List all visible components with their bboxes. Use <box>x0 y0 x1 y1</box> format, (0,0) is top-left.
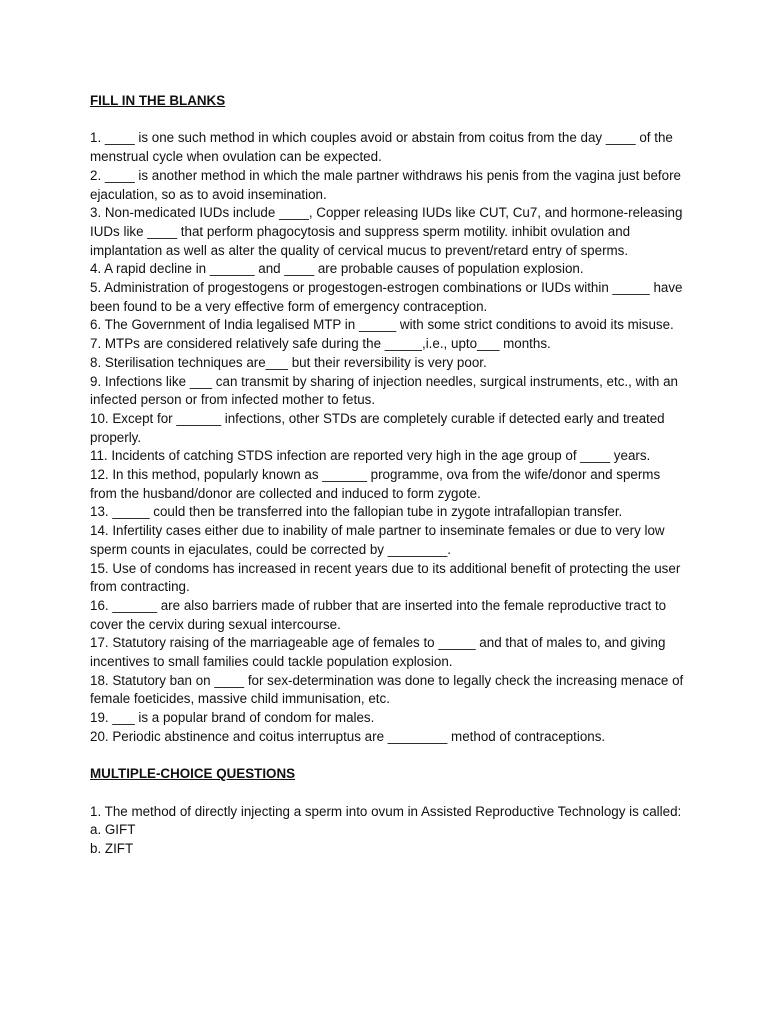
fill-blank-item-8: 8. Sterilisation techniques are___ but their reversibility is very poor. <box>90 354 487 370</box>
mcq-option-b: b. ZIFT <box>90 841 134 857</box>
mcq-question-1 <box>90 803 690 859</box>
fill-blank-item-15: 15. Use of condoms has increased in recent years due to its additional benefit of protecting the user from contracting. <box>90 560 681 595</box>
fill-blanks-heading: FILL IN THE BLANKS <box>90 93 226 108</box>
spacer <box>90 111 690 130</box>
fill-blank-item-12: 12. In this method, popularly known as ______ programme, ova from the wife/donor and sperms from the husband/donor are collected and induced to form zygote. <box>90 467 661 501</box>
spacer <box>90 747 690 766</box>
fill-blank-item-11: 11. Incidents of catching STDS infection are reported very high in the age group of ____ years. <box>90 448 651 464</box>
fill-blank-item-3: 3. Non-medicated IUDs include ____, Copper releasing IUDs like CUT, Cu7, and hormone-releasing IUDs like ____ that perform phagocytosis and suppress sperm motility. inhibit ovulation and implantation as well as alter the quality of cervical mucus to prevent/retard entry of sperms. <box>90 205 683 258</box>
fill-blank-item-2: 2. ____ is another method in which the male partner withdraws his penis from the vagina just before ejaculation, so as to avoid insemination. <box>90 167 681 202</box>
fill-blank-item-16: 16. ______ are also barriers made of rubber that are inserted into the female reproductive tract to cover the cervix during sexual intercourse. <box>90 597 667 632</box>
document-page <box>90 92 690 859</box>
fill-blank-item-10: 10. Except for ______ infections, other STDs are completely curable if detected early and treated properly. <box>90 410 665 445</box>
fill-blank-item-4: 4. A rapid decline in ______ and ____ are probable causes of population explosion. <box>90 261 584 277</box>
fill-blank-item-17: 17. Statutory raising of the marriageable age of females to _____ and that of males to, and giving incentives to small families could tackle population explosion. <box>90 635 666 670</box>
fill-blank-item-9: 9. Infections like ___ can transmit by sharing of injection needles, surgical instruments, etc., with an infected person or from infected mother to fetus. <box>90 373 678 408</box>
mcq-option-a: a. GIFT <box>90 822 136 838</box>
fill-blank-item-13: 13. _____ could then be transferred into the fallopian tube in zygote intrafallopian transfer. <box>90 504 623 520</box>
fill-blank-item-5: 5. Administration of progestogens or progestogen-estrogen combinations or IUDs within _____ have been found to be a very effective form of emergency contraception. <box>90 280 683 314</box>
fill-blank-item-19: 19. ___ is a popular brand of condom for males. <box>90 710 375 726</box>
fill-blank-item-20: 20. Periodic abstinence and coitus interruptus are ________ method of contraceptions. <box>90 728 606 744</box>
fill-blank-item-14: 14. Infertility cases either due to inability of male partner to inseminate females or due to very low sperm counts in ejaculates, could be corrected by ________. <box>90 523 665 557</box>
fill-blank-item-1: 1. ____ is one such method in which couples avoid or abstain from coitus from the day ____ of the menstrual cycle when ovulation can be expected. <box>90 130 673 165</box>
fill-blank-item-18: 18. Statutory ban on ____ for sex-determination was done to legally check the increasing menace of female foeticides, massive child immunisation, etc. <box>90 672 684 707</box>
mcq-heading: MULTIPLE-CHOICE QUESTIONS <box>90 766 296 782</box>
mcq-question-text: 1. The method of directly injecting a sperm into ovum in Assisted Reproductive Technology is called: <box>90 803 682 819</box>
spacer <box>90 784 690 803</box>
fill-blank-item-7: 7. MTPs are considered relatively safe during the _____,i.e., upto___ months. <box>90 336 551 352</box>
fill-blank-item-6: 6. The Government of India legalised MTP in _____ with some strict conditions to avoid its misuse. <box>90 317 674 333</box>
fill-blanks-list <box>90 129 690 746</box>
